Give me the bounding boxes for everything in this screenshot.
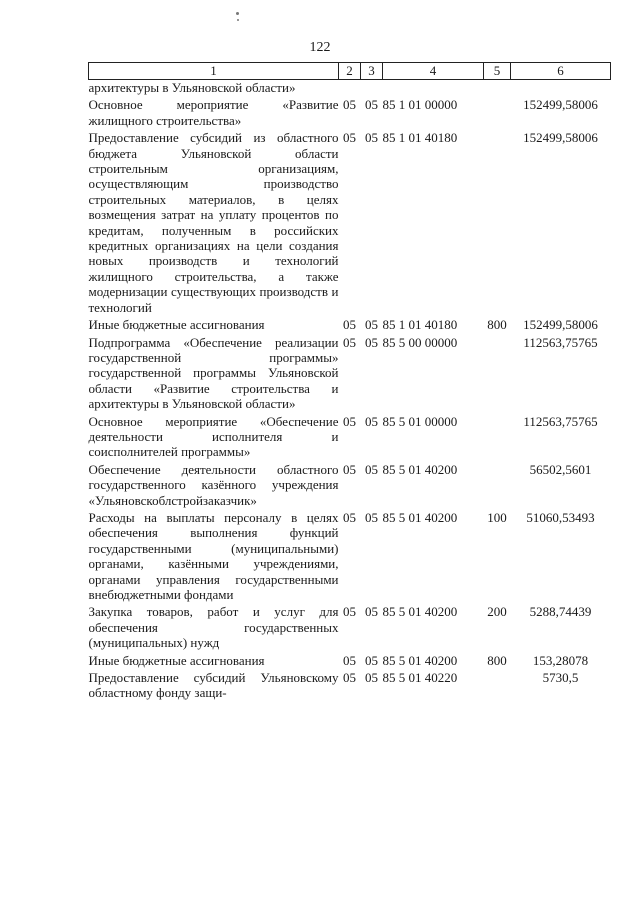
table-row: [89, 670, 611, 701]
row-description: Основное мероприятие «Обеспечение деятельности исполнителя и соисполнителей программы»: [88, 413, 339, 460]
scan-speck: [237, 19, 239, 21]
row-subsection: 05: [365, 130, 378, 146]
column-header: 5: [484, 63, 511, 80]
row-amount: 152499,58006: [523, 130, 598, 146]
column-header: 2: [339, 63, 361, 80]
row-section: 05: [343, 604, 356, 620]
page-number: 122: [309, 40, 331, 55]
table-row: [89, 97, 611, 130]
row-subsection: 05: [365, 652, 378, 668]
row-expense-type: 800: [487, 652, 507, 668]
row-amount: 153,28078: [532, 652, 589, 668]
table-row: [89, 653, 611, 670]
row-target-article: 85 1 01 40180: [382, 130, 458, 146]
row-amount: 56502,5601: [529, 461, 592, 477]
row-description: Иные бюджетные ассигнования: [88, 652, 265, 668]
row-amount: 112563,75765: [523, 334, 598, 350]
row-amount: 152499,58006: [523, 97, 598, 113]
row-amount: 51060,53493: [526, 509, 595, 525]
row-section: [339, 80, 361, 98]
table-row: [89, 317, 611, 334]
row-description: Подпрограмма «Обеспечение реализации государственной программы» государственной программы Ульяновской области «Развитие строительства и архитектуры в Ульяновской области»: [88, 334, 339, 412]
row-target-article: [383, 80, 484, 98]
row-description: Основное мероприятие «Развитие жилищного строительства»: [88, 97, 339, 128]
row-expense-type: [484, 335, 511, 414]
row-target-article: 85 5 01 40220: [382, 670, 458, 686]
row-subsection: 05: [365, 317, 378, 333]
row-target-article: 85 1 01 40180: [382, 317, 458, 333]
scan-speck: [236, 12, 239, 15]
row-description: Предоставление субсидий из областного бюджета Ульяновской области строительным организациям, осуществляющим производство строительных материалов, в целях возмещения затрат на уплату процентов по кредитам, полученным в российских кредитных организациях на цели создания новых производств и технологий жилищного строительства, а также модернизации существующих производств и технологий: [88, 130, 339, 315]
row-target-article: 85 5 01 40200: [382, 604, 458, 620]
row-expense-type: 800: [487, 317, 507, 333]
row-section: 05: [343, 509, 356, 525]
table-row: [89, 335, 611, 414]
row-target-article: 85 5 01 40200: [382, 652, 458, 668]
row-section: 05: [343, 461, 356, 477]
row-subsection: 05: [365, 670, 378, 686]
row-description: архитектуры в Ульяновской области»: [88, 80, 296, 95]
row-section: 05: [343, 97, 356, 113]
column-header: 4: [383, 63, 484, 80]
row-subsection: 05: [365, 509, 378, 525]
table-row: [89, 510, 611, 604]
row-expense-type: [484, 462, 511, 510]
row-expense-type: [484, 670, 511, 701]
table-row: [89, 604, 611, 652]
table-header-row: [89, 63, 611, 80]
row-expense-type: 200: [487, 604, 507, 620]
row-target-article: 85 5 00 00000: [382, 334, 458, 350]
row-target-article: 85 5 01 40200: [382, 509, 458, 525]
row-target-article: 85 5 01 00000: [382, 413, 458, 429]
row-section: 05: [343, 317, 356, 333]
row-subsection: 05: [365, 334, 378, 350]
row-subsection: 05: [365, 413, 378, 429]
row-subsection: [361, 80, 383, 98]
table-row: [89, 130, 611, 317]
row-description: Обеспечение деятельности областного государственного казённого учреждения «Ульяновскоблстройзаказчик»: [88, 461, 339, 508]
row-amount: 112563,75765: [523, 413, 598, 429]
row-description: Иные бюджетные ассигнования: [88, 317, 265, 333]
row-subsection: 05: [365, 97, 378, 113]
budget-table: [88, 62, 611, 701]
column-header: 3: [361, 63, 383, 80]
row-expense-type: [484, 130, 511, 317]
row-section: 05: [343, 413, 356, 429]
row-expense-type: [484, 80, 511, 98]
table-row: [89, 462, 611, 510]
row-subsection: 05: [365, 461, 378, 477]
row-section: 05: [343, 670, 356, 686]
row-description: Закупка товаров, работ и услуг для обеспечения государственных (муниципальных) нужд: [88, 604, 339, 651]
row-amount: 5288,74439: [529, 604, 592, 620]
table-row: [89, 80, 611, 98]
row-subsection: 05: [365, 604, 378, 620]
row-description: Предоставление субсидий Ульяновскому областному фонду защи-: [88, 670, 339, 701]
row-amount: 5730,5: [542, 670, 579, 686]
row-target-article: 85 5 01 40200: [382, 461, 458, 477]
column-header: 1: [89, 63, 339, 80]
row-expense-type: 100: [487, 509, 507, 525]
row-expense-type: [484, 414, 511, 462]
row-amount: 152499,58006: [523, 317, 598, 333]
row-target-article: 85 1 01 00000: [382, 97, 458, 113]
row-description: Расходы на выплаты персоналу в целях обеспечения выполнения функций государственными (муниципальными) органами, казёнными учреждениями, органами управления государственными внебюджетными фондами: [88, 509, 339, 602]
row-section: 05: [343, 334, 356, 350]
table-row: [89, 414, 611, 462]
column-header: 6: [511, 63, 611, 80]
row-section: 05: [343, 130, 356, 146]
row-section: 05: [343, 652, 356, 668]
row-expense-type: [484, 97, 511, 130]
row-amount: [511, 80, 611, 98]
